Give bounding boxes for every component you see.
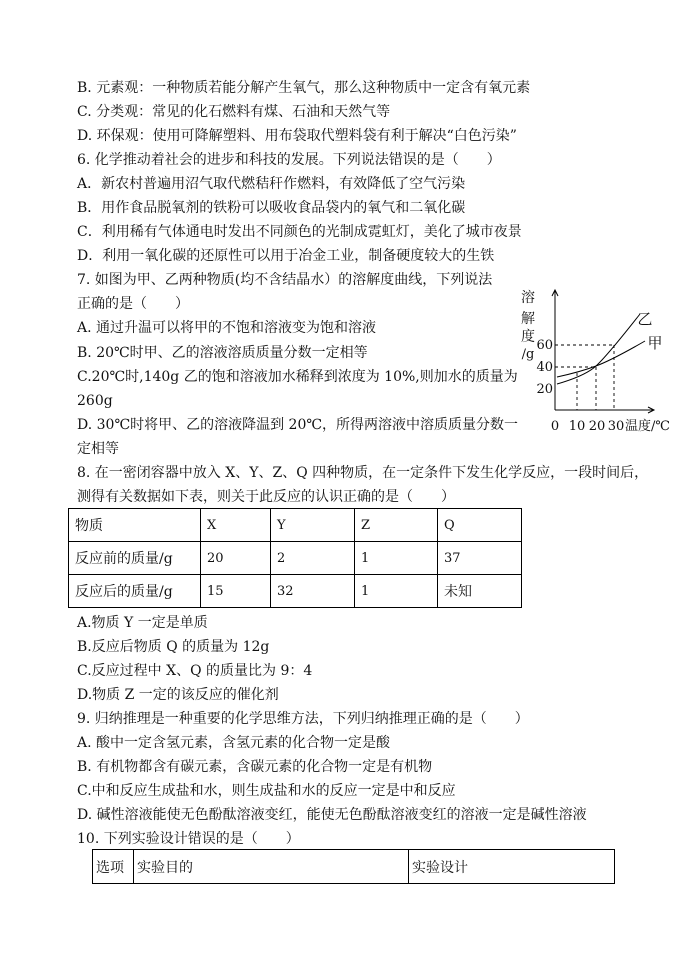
y-tick-60: 60 bbox=[536, 338, 553, 353]
curve-yi bbox=[557, 314, 640, 384]
q9-option-a: A. 酸中一定含氢元素，含氢元素的化合物一定是酸 bbox=[77, 735, 391, 751]
x-tick-10: 10 bbox=[568, 419, 586, 434]
q7-option-d-line-1: D. 30℃时将甲、乙的溶液降温到 20℃，所得两溶液中溶质质量分数一 bbox=[77, 416, 519, 433]
q10-stem: 10. 下列实验设计错误的是（ ） bbox=[77, 831, 300, 847]
x-axis-label: 温度/℃ bbox=[625, 419, 670, 434]
x-tick-0: 0 bbox=[550, 419, 560, 434]
q9-stem: 9. 归纳推理是一种重要的化学思维方法，下列归纳推理正确的是（ ） bbox=[77, 711, 529, 727]
q5-option-d: D. 环保观：使用可降解塑料、用布袋取代塑料袋有利于解决“白色污染” bbox=[77, 128, 517, 145]
q8-data-table bbox=[68, 508, 522, 608]
x-tick-20: 20 bbox=[588, 419, 606, 434]
q7-option-b: B. 20℃时甲、乙的溶液溶质质量分数一定相等 bbox=[77, 344, 368, 361]
q6-option-c: C．利用稀有气体通电时发出不同颜色的光制成霓虹灯，美化了城市夜景 bbox=[77, 224, 522, 241]
y-tick-40: 40 bbox=[536, 360, 553, 375]
table-cell: 未知 bbox=[438, 575, 522, 608]
q8-option-c: C.反应过程中 X、Q 的质量比为 9：4 bbox=[77, 663, 313, 679]
header-cell-x: X bbox=[201, 509, 271, 542]
table-cell: 15 bbox=[201, 575, 271, 608]
q9-option-c: C.中和反应生成盐和水，则生成盐和水的反应一定是中和反应 bbox=[77, 783, 456, 799]
header-cell-q: Q bbox=[438, 509, 522, 542]
series-label-yi: 乙 bbox=[637, 310, 653, 328]
y-label-char-2: 解 bbox=[521, 311, 535, 327]
table-row bbox=[69, 575, 522, 608]
curve-jia bbox=[557, 341, 645, 377]
header-cell-substance: 物质 bbox=[69, 509, 201, 542]
header-cell-purpose: 实验目的 bbox=[134, 850, 409, 884]
q7-stem-line-2: 正确的是（ ） bbox=[77, 296, 189, 313]
q6-option-d: D．利用一氧化碳的还原性可以用于冶金工业，制备硬度较大的生铁 bbox=[77, 248, 495, 265]
q7-option-a: A. 通过升温可以将甲的不饱和溶液变为饱和溶液 bbox=[77, 320, 377, 337]
table-cell: 2 bbox=[271, 542, 355, 575]
table-cell: 反应后的质量/g bbox=[69, 575, 201, 608]
y-label-char-1: 溶 bbox=[521, 290, 535, 306]
header-cell-design: 实验设计 bbox=[409, 850, 615, 884]
q8-stem-line-2: 测得有关数据如下表，则关于此反应的认识正确的是（ ） bbox=[77, 488, 455, 505]
table-cell: 1 bbox=[355, 575, 438, 608]
q7-option-c-line-1: C.20℃时,140g 乙的饱和溶液加水稀释到浓度为 10%,则加水的质量为 bbox=[77, 368, 518, 385]
q9-option-b: B. 有机物都含有碳元素，含碳元素的化合物一定是有机物 bbox=[77, 759, 433, 775]
table-header-row bbox=[69, 509, 522, 542]
q8-stem-line-1: 8. 在一密闭容器中放入 X、Y、Z、Q 四种物质，在一定条件下发生化学反应，一段时间后， bbox=[77, 464, 649, 481]
table-cell: 反应前的质量/g bbox=[69, 542, 201, 575]
q5-option-c: C. 分类观：常见的化石燃料有煤、石油和天然气等 bbox=[77, 104, 391, 121]
q5-option-b: B. 元素观：一种物质若能分解产生氧气，那么这种物质中一定含有氧元素 bbox=[77, 80, 531, 96]
q6-option-a: A．新农村普遍用沼气取代燃秸秆作燃料，有效降低了空气污染 bbox=[77, 176, 466, 193]
text-block-lower bbox=[77, 611, 587, 851]
q7-option-d-line-2: 定相等 bbox=[77, 440, 119, 457]
table-cell: 37 bbox=[438, 542, 522, 575]
x-tick-30: 30 bbox=[607, 419, 625, 434]
q7-option-c-line-2: 260g bbox=[77, 392, 113, 409]
table-cell: 1 bbox=[355, 542, 438, 575]
q9-option-d: D. 碱性溶液能使无色酚酞溶液变红，能使无色酚酞溶液变红的溶液一定是碱性溶液 bbox=[77, 807, 587, 823]
q7-stem-line-1: 7. 如图为甲、乙两种物质(均不含结晶水）的溶解度曲线，下列说法 bbox=[77, 272, 493, 289]
q6-stem: 6. 化学推动着社会的进步和科技的发展。下列说法错误的是（ ） bbox=[77, 152, 501, 169]
q10-experiment-table bbox=[92, 849, 615, 884]
q8-option-a: A.物质 Y 一定是单质 bbox=[77, 615, 208, 631]
header-cell-z: Z bbox=[355, 509, 438, 542]
table-cell: 20 bbox=[201, 542, 271, 575]
series-label-jia: 甲 bbox=[647, 334, 663, 352]
table-cell: 32 bbox=[271, 575, 355, 608]
q8-option-d: D.物质 Z 一定的该反应的催化剂 bbox=[77, 687, 279, 703]
table-row bbox=[69, 542, 522, 575]
header-cell-y: Y bbox=[271, 509, 355, 542]
y-label-unit: /g bbox=[521, 347, 535, 362]
y-tick-20: 20 bbox=[536, 382, 553, 397]
solubility-curve-figure bbox=[515, 285, 685, 435]
q8-option-b: B.反应后物质 Q 的质量为 12g bbox=[77, 639, 270, 655]
table-header-row bbox=[93, 850, 615, 884]
y-label-char-3: 度 bbox=[521, 329, 535, 345]
q6-option-b: B．用作食品脱氧剂的铁粉可以吸收食品袋内的氧气和二氧化碳 bbox=[77, 200, 466, 217]
header-cell-option: 选项 bbox=[93, 850, 134, 884]
